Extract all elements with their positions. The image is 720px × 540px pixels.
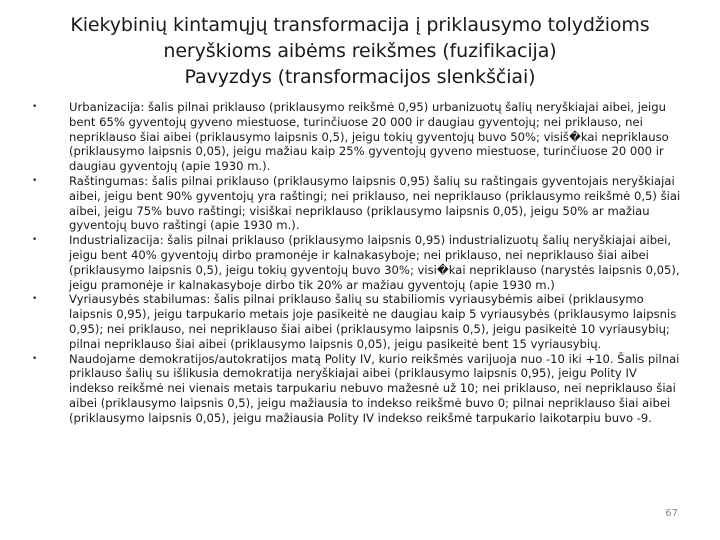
bullet-icon: •	[32, 175, 38, 186]
title-line-3: Pavyzdys (transformacijos slenkščiai)	[184, 66, 536, 88]
bullet-item-polity-iv	[30, 352, 685, 426]
bullet-text: Urbanizacija: šalis pilnai priklauso (priklausymo reikšmė 0,95) urbanizuotų šalių neryškiajai aibei, jeigu bent 65% gyventojų gyveno miestuose, turinčiuose 20 000 ir daugiau gyventojų; nei priklauso, nei nepriklauso šiai aibei (priklausymo laipsnis 0,5), jeigu tokių gyventojų buvo 50%; visiš�kai nepriklauso (priklausymo laipsnis 0,05), jeigu mažiau kaip 25% gyventojų gyveno miestuose, turinčiuose 20 000 ir daugiau gyventojų (apie 1930 m.).	[69, 100, 669, 174]
bullet-item-literacy	[30, 174, 685, 233]
page-number: 67	[665, 508, 678, 519]
bullet-text: Vyriausybės stabilumas: šalis pilnai priklauso šalių su stabiliomis vyriausybėmis aibei (priklausymo laipsnis 0,95), jeigu tarpukario metais joje pasikeitė ne daugiau kaip 5 vyriausybės (priklausymo laipsnis 0,95); nei priklauso, nei nepriklauso šiai aibei (priklausymo laipsnis 0,5), jeigu pasikeitė 10 vyriausybių; pilnai nepriklauso šiai aibei (priklausymo laipsnis 0,05), jeigu pasikeitė bent 15 vyriausybių.	[69, 292, 677, 351]
bullet-item-government-stability	[30, 292, 685, 351]
bullet-icon: •	[32, 102, 38, 112]
bullet-icon: •	[32, 353, 38, 364]
bullet-text: Naudojame demokratijos/autokratijos matą Polity IV, kurio reikšmės varijuoja nuo -10 iki +10. Šalis pilnai priklauso šalių su išlikusia demokratija neryškiajai aibei (priklausymo laipsnis 0,95), jeigu Polity IV indekso reikšmė nei vienais metais tarpukariu nebuvo mažesnė už 10; nei priklauso, nei nepriklauso šiai aibei (priklausymo laipsnis 0,5), jeigu mažiausia to indekso reikšmė buvo 0; pilnai nepriklauso šiai aibei (priklausymo laipsnis 0,05), jeigu mažiausia Polity IV indekso reikšmė tarpukario laikotarpiu buvo -9.	[69, 351, 680, 425]
bullet-item-industrialization	[30, 233, 685, 292]
title-line-1: Kiekybinių kintamųjų transformacija į priklausymo tolydžioms	[70, 14, 650, 36]
bullet-text: Raštingumas: šalis pilnai priklauso (priklausymo laipsnis 0,95) šalių su raštingais gyventojais neryškiajai aibei, jeigu bent 90% gyventojų yra raštingi; nei priklauso, nei nepriklauso (priklausymo reikšmė 0,5) šiai aibei, jeigu 75% buvo raštingi; visiškai nepriklauso (priklausymo laipsnis 0,05), jeigu 50% ar mažiau gyventojų buvo raštingi (apie 1930 m.).	[69, 173, 681, 233]
bullet-item-urbanization	[30, 100, 685, 174]
bullet-text: Industrializacija: šalis pilnai priklauso (priklausymo laipsnis 0,95) industrializuotų šalių neryškiajai aibei, jeigu bent 40% gyventojų dirbo pramonėje ir kalnakasyboje; nei priklauso, nei nepriklauso šiai aibei (priklausymo laipsnis 0,5), jeigu tokių gyventojų buvo 30%; visi�kai nepriklauso (narystės laipsnis 0,05), jeigu pramonėje ir kalnakasyboje dirbo tik 20% ar mažiau gyventojų (apie 1930 m.)	[69, 233, 680, 292]
bullet-icon: •	[32, 294, 38, 305]
bullet-icon: •	[32, 235, 38, 246]
title-line-2: neryškioms aibėms reikšmes (fuzifikacija)	[163, 40, 557, 62]
bullet-list	[30, 100, 685, 426]
slide-title	[30, 12, 690, 90]
